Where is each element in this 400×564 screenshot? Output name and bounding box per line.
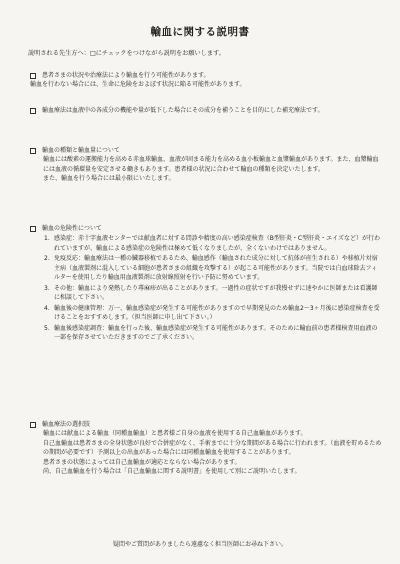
section-text: 患者さまの状態によっては自己血輸血が適応とならない場合があります。 <box>43 458 241 466</box>
section-text: 輸血には献血による輸血（同種血輸血）と患者様ご自身の血液を使用する自己血輸血があります。 <box>43 430 307 438</box>
check-box[interactable] <box>30 108 36 114</box>
section-types <box>30 146 382 184</box>
check-box[interactable] <box>30 422 36 428</box>
section-text: 輸血療法は血液中の各成分の機能や量が低下した場合にその成分を補うことを目的にした補充療法です。 <box>42 107 324 114</box>
section-text: 輸血を行わない場合には、生命に危険をおよぼす状況に陥る可能性があります。 <box>30 81 246 89</box>
item-number: 1. <box>44 235 50 243</box>
item-text: 輸血後感染症調査：輸血を行った後、輸血感染症が発生する可能性があります。そのために輸血前の患者様検査用血液の一部を保存させていただきますのでご了承ください。 <box>54 324 378 342</box>
section-options <box>30 420 382 477</box>
section-text: 輸血には酸素の運搬能力を高める赤血球輸血、血液が固まる能力を高める血小板輸血と血漿輸血があります。また、血漿輸血には血液の循環量を安定させる働きもあります。患者様の状況に合わせて輸血の種類を決定いたします。 <box>43 156 379 173</box>
list-item <box>44 254 382 282</box>
section-necessity <box>30 71 382 90</box>
list-item <box>44 304 382 323</box>
item-text: 免疫反応：輸血療法は一種の臓器移植であるため、輸血感作（輸血された成分に対して抗体が産生される）や移植片対宿主病（血液製剤に混入している細胞が患者さまの組織を攻撃する）が起こる可能性があります。当院では白血球除去フィルターを使用したり輸血用血液製剤に放射線照射を行い予防に努めています。 <box>54 255 378 282</box>
section-text: 尚、自己血輸血を行う場合は「自己血輸血に関する説明書」を使用して別にご説明いたします。 <box>43 468 301 476</box>
item-number: 4. <box>44 304 50 312</box>
list-item <box>44 234 382 253</box>
section-risks <box>30 224 382 343</box>
list-item <box>44 284 382 303</box>
closing-note: 疑問やご質問がありましたら遠慮なく担当医師にお尋ね下さい。 <box>112 541 287 548</box>
intro-instruction: 説明される先生方へ：□にチェックをつけながら説明をお願いします。 <box>28 50 225 57</box>
item-number: 5. <box>44 324 50 332</box>
item-number: 3. <box>44 284 50 292</box>
section-text: 自己血輸血は患者さまの全身状態が良好で合併症がなく、手術までに十分な期間がある場合に行われます。（血液を貯めるための期間が必要です）予測以上の出血があった場合には同種血輸血を使用することがあります。 <box>43 439 382 457</box>
document-title: 輸血に関する説明書 <box>150 26 250 38</box>
check-box[interactable] <box>30 226 36 232</box>
section-text: 患者さまの状況や治療法により輸血を行う可能性があります。 <box>42 72 210 79</box>
section-text: また、輸血を行う場合には最小限にいたします。 <box>43 175 175 183</box>
item-text: 輸血後の健康管理：万一、輸血感染症が発生する可能性がありますので早期発見のため輸血2～3ヶ月後に感染症検査を受けることをおすすめします。（担当医師に申し出て下さい。） <box>54 304 380 322</box>
item-number: 2. <box>44 255 50 263</box>
item-text: 感染症：赤十字血液センターでは献血者に対する問診や精度の高い感染症検査（B型肝炎・C型肝炎・エイズなど）が行われていますが、輸血による感染症の危険性は極めて低くなりましたが、全くないわけではありません。 <box>54 235 381 252</box>
risk-list <box>44 234 382 342</box>
item-text: その他：輸血により発熱したり蕁麻疹が出ることがあります。一過性の症状ですが我慢せずに速やかに医師または看護師に相談して下さい。 <box>54 284 378 302</box>
section-heading: 輸血療法の選択肢 <box>42 421 91 428</box>
section-heading: 輸血の危険性について <box>42 225 102 232</box>
list-item <box>44 324 382 343</box>
section-heading: 輸血の種類と輸血量について <box>42 147 120 154</box>
check-box[interactable] <box>30 148 36 154</box>
check-box[interactable] <box>30 73 36 79</box>
section-purpose <box>30 106 382 115</box>
